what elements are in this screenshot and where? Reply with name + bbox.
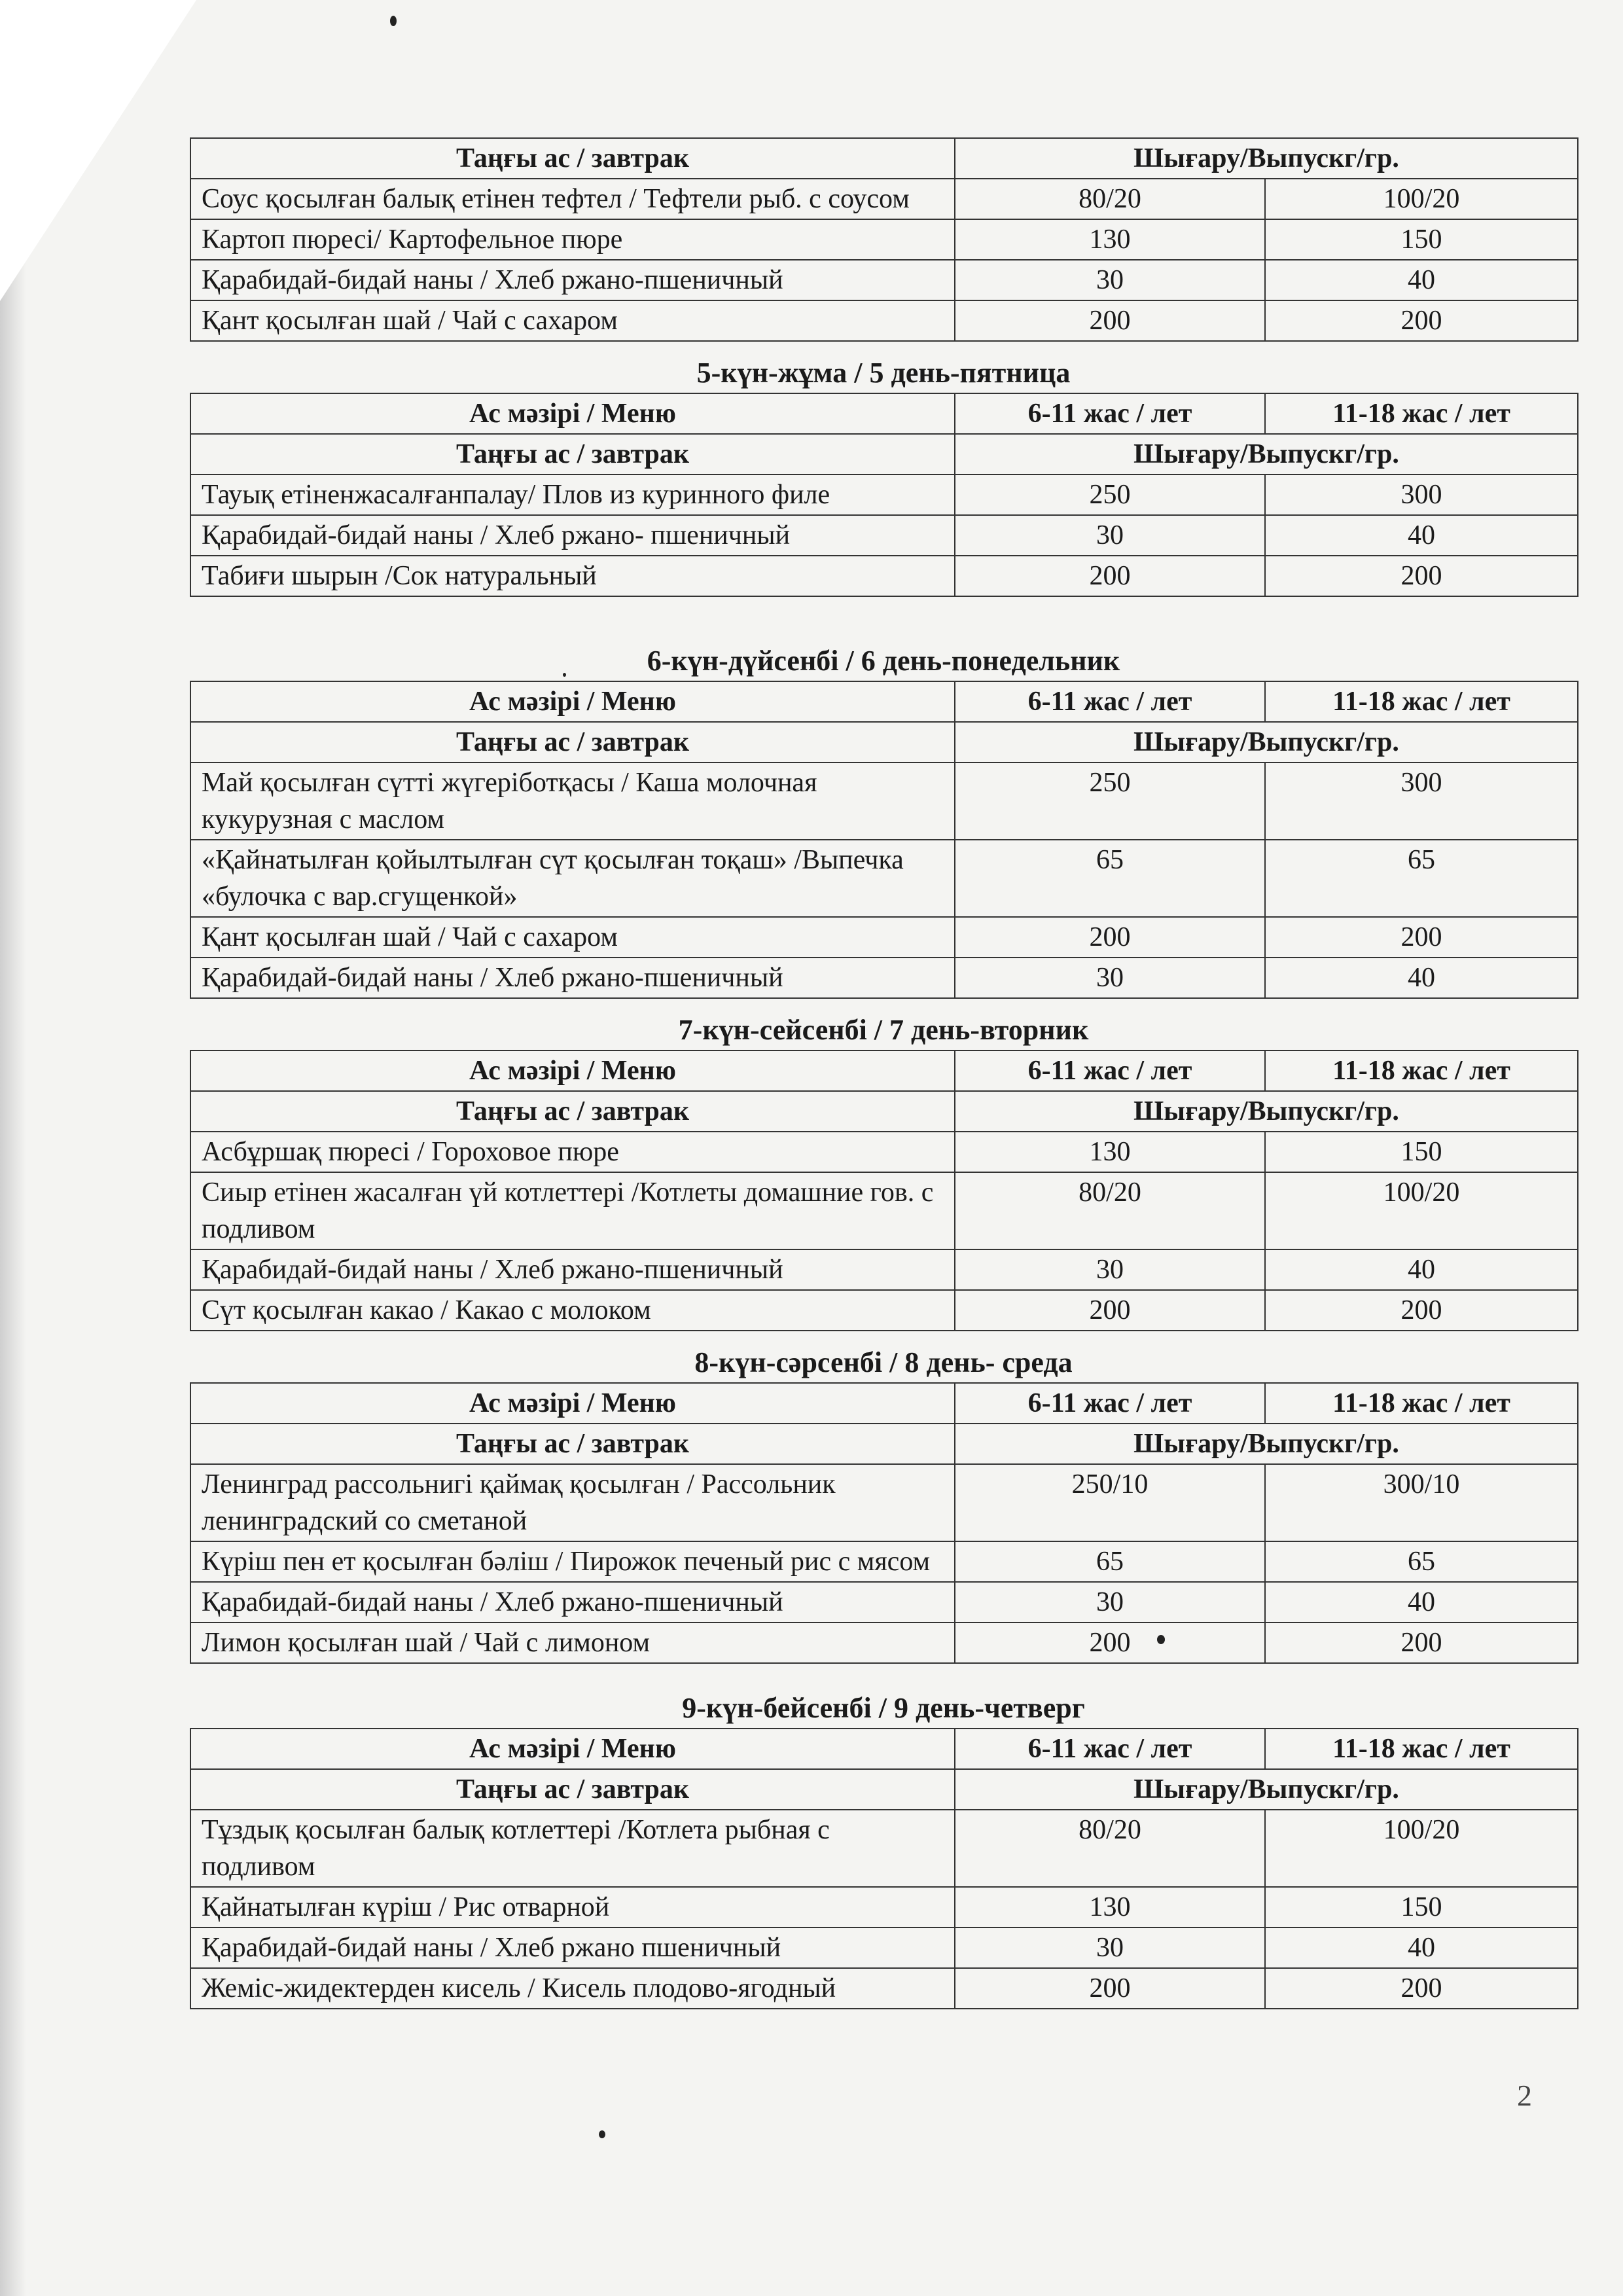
dish-name: Қарабидай-бидай наны / Хлеб ржано-пшеничный (190, 958, 955, 998)
table-row (190, 1887, 1578, 1928)
dish-name: Күріш пен ет қосылған бәліш / Пирожок печеный рис с мясом (190, 1541, 955, 1582)
dish-name: Сүт қосылған какао / Какао с молоком (190, 1290, 955, 1331)
portion-11-18: 200 (1265, 917, 1578, 958)
portion-11-18: 300/10 (1265, 1464, 1578, 1541)
scan-speck (599, 2130, 605, 2138)
portion-6-11: 30 (955, 1928, 1265, 1968)
table-header-row (190, 1050, 1578, 1091)
portion-6-11: 80/20 (955, 1810, 1265, 1887)
portion-11-18: 100/20 (1265, 179, 1578, 219)
portion-11-18: 40 (1265, 1928, 1578, 1968)
portion-6-11: 250 (955, 475, 1265, 515)
scan-speck (1157, 1635, 1165, 1644)
age-11-18-header: 11-18 жас / лет (1265, 1383, 1578, 1424)
breakfast-header: Таңғы ас / завтрак (190, 1424, 955, 1464)
dish-name: Асбұршақ пюресі / Гороховое пюре (190, 1132, 955, 1172)
output-header: Шығару/Выпускг/гр. (955, 1769, 1578, 1810)
table-row (190, 917, 1578, 958)
breakfast-header: Таңғы ас / завтрак (190, 1091, 955, 1132)
portion-11-18: 200 (1265, 300, 1578, 341)
portion-11-18: 300 (1265, 475, 1578, 515)
dish-name: Май қосылған сүтті жүгеріботқасы / Каша молочная кукурузная с маслом (190, 762, 955, 840)
output-header: Шығару/Выпускг/гр. (955, 138, 1578, 179)
dish-name: Ленинград рассольнигі қаймақ қосылған / Рассольник ленинградский со сметаной (190, 1464, 955, 1541)
table-header-row (190, 1729, 1578, 1769)
table-row (190, 515, 1578, 556)
portion-6-11: 130 (955, 1887, 1265, 1928)
menu-header: Ас мәзірі / Меню (190, 1050, 955, 1091)
portion-6-11: 200 (955, 1968, 1265, 2009)
table-header-row (190, 681, 1578, 722)
menu-header: Ас мәзірі / Меню (190, 1729, 955, 1769)
day-title: 9-күн-бейсенбі / 9 день-четверг (682, 1692, 1085, 1724)
dish-name: Қарабидай-бидай наны / Хлеб ржано-пшеничный (190, 260, 955, 300)
table-header-row (190, 138, 1578, 179)
dish-name: Сиыр етінен жасалған үй котлеттері /Котлеты домашние гов. с подливом (190, 1172, 955, 1249)
age-11-18-header: 11-18 жас / лет (1265, 393, 1578, 434)
dish-name: «Қайнатылған қойылтылған сүт қосылған тоқаш» /Выпечка «булочка с вар.сгущенкой» (190, 840, 955, 917)
dish-name: Қарабидай-бидай наны / Хлеб ржано- пшеничный (190, 515, 955, 556)
table-row (190, 1968, 1578, 2009)
portion-11-18: 200 (1265, 556, 1578, 596)
output-header: Шығару/Выпускг/гр. (955, 1091, 1578, 1132)
output-header: Шығару/Выпускг/гр. (955, 434, 1578, 475)
portion-11-18: 40 (1265, 515, 1578, 556)
table-subheader-row (190, 1424, 1578, 1464)
dish-name: Қарабидай-бидай наны / Хлеб ржано-пшеничный (190, 1249, 955, 1290)
table-row (190, 840, 1578, 917)
day-menu-table (190, 393, 1578, 597)
menu-header: Ас мәзірі / Меню (190, 393, 955, 434)
portion-6-11: 30 (955, 515, 1265, 556)
portion-6-11: 30 (955, 1249, 1265, 1290)
day-menu-table (190, 1382, 1578, 1664)
dish-name: Жеміс-жидектерден кисель / Кисель плодово-ягодный (190, 1968, 955, 2009)
portion-6-11: 65 (955, 1541, 1265, 1582)
dish-name: Тауық етіненжасалғанпалау/ Плов из куринного филе (190, 475, 955, 515)
day-title: 5-күн-жұма / 5 день-пятница (696, 357, 1071, 389)
portion-11-18: 200 (1265, 1290, 1578, 1331)
portion-6-11: 65 (955, 840, 1265, 917)
table-subheader-row (190, 434, 1578, 475)
table-row (190, 1464, 1578, 1541)
age-6-11-header: 6-11 жас / лет (955, 1383, 1265, 1424)
portion-6-11: 250/10 (955, 1464, 1265, 1541)
portion-6-11: 80/20 (955, 179, 1265, 219)
table-row (190, 1541, 1578, 1582)
dish-name: Қарабидай-бидай наны / Хлеб ржано пшеничный (190, 1928, 955, 1968)
continuation-table (190, 137, 1578, 342)
dish-name: Қант қосылған шай / Чай с сахаром (190, 917, 955, 958)
portion-6-11: 30 (955, 260, 1265, 300)
table-row (190, 219, 1578, 260)
dish-name: Қант қосылған шай / Чай с сахаром (190, 300, 955, 341)
dish-name: Картоп пюресі/ Картофельное пюре (190, 219, 955, 260)
table-row (190, 1582, 1578, 1623)
portion-11-18: 40 (1265, 958, 1578, 998)
table-subheader-row (190, 722, 1578, 762)
table-row (190, 1928, 1578, 1968)
page-corner-fold (0, 0, 196, 301)
spacer (190, 1664, 1577, 1690)
age-11-18-header: 11-18 жас / лет (1265, 681, 1578, 722)
portion-11-18: 200 (1265, 1968, 1578, 2009)
day-title: 7-күн-сейсенбі / 7 день-вторник (678, 1014, 1089, 1046)
day-menu-table (190, 1050, 1578, 1331)
table-row (190, 300, 1578, 341)
document-content (190, 137, 1577, 2009)
portion-11-18: 200 (1265, 1623, 1578, 1663)
dish-name: Лимон қосылған шай / Чай с лимоном (190, 1623, 955, 1663)
day-title: 6-күн-дүйсенбі / 6 день-понедельник (647, 645, 1120, 677)
table-row (190, 475, 1578, 515)
portion-11-18: 100/20 (1265, 1810, 1578, 1887)
portion-6-11: 200 (955, 1623, 1265, 1663)
dish-name: Соус қосылған балық етінен тефтел / Тефтели рыб. с соусом (190, 179, 955, 219)
breakfast-header: Таңғы ас / завтрак (190, 138, 955, 179)
table-row (190, 958, 1578, 998)
dish-name: Тұздық қосылған балық котлеттері /Котлета рыбная с подливом (190, 1810, 955, 1887)
scan-speck (390, 16, 397, 26)
portion-11-18: 65 (1265, 840, 1578, 917)
age-6-11-header: 6-11 жас / лет (955, 1050, 1265, 1091)
portion-6-11: 200 (955, 917, 1265, 958)
output-header: Шығару/Выпускг/гр. (955, 722, 1578, 762)
table-row (190, 556, 1578, 596)
portion-6-11: 80/20 (955, 1172, 1265, 1249)
portion-11-18: 300 (1265, 762, 1578, 840)
table-row (190, 1172, 1578, 1249)
spacer (190, 597, 1577, 643)
breakfast-header: Таңғы ас / завтрак (190, 1769, 955, 1810)
portion-11-18: 100/20 (1265, 1172, 1578, 1249)
table-header-row (190, 393, 1578, 434)
age-6-11-header: 6-11 жас / лет (955, 681, 1265, 722)
table-row (190, 1290, 1578, 1331)
age-6-11-header: 6-11 жас / лет (955, 393, 1265, 434)
table-row (190, 1132, 1578, 1172)
dish-name: Табиғи шырын /Сок натуральный (190, 556, 955, 596)
table-subheader-row (190, 1091, 1578, 1132)
table-header-row (190, 1383, 1578, 1424)
portion-6-11: 250 (955, 762, 1265, 840)
portion-11-18: 40 (1265, 1249, 1578, 1290)
table-row (190, 1810, 1578, 1887)
output-header: Шығару/Выпускг/гр. (955, 1424, 1578, 1464)
portion-11-18: 150 (1265, 1132, 1578, 1172)
page-number: 2 (1517, 2079, 1532, 2112)
table-row (190, 260, 1578, 300)
portion-6-11: 200 (955, 556, 1265, 596)
portion-6-11: 130 (955, 1132, 1265, 1172)
portion-11-18: 40 (1265, 260, 1578, 300)
portion-11-18: 150 (1265, 1887, 1578, 1928)
breakfast-header: Таңғы ас / завтрак (190, 722, 955, 762)
table-row (190, 762, 1578, 840)
table-row (190, 1623, 1578, 1663)
table-subheader-row (190, 1769, 1578, 1810)
table-row (190, 179, 1578, 219)
portion-6-11: 30 (955, 1582, 1265, 1623)
age-11-18-header: 11-18 жас / лет (1265, 1050, 1578, 1091)
portion-11-18: 65 (1265, 1541, 1578, 1582)
menu-header: Ас мәзірі / Меню (190, 681, 955, 722)
dish-name: Қарабидай-бидай наны / Хлеб ржано-пшеничный (190, 1582, 955, 1623)
breakfast-header: Таңғы ас / завтрак (190, 434, 955, 475)
portion-11-18: 150 (1265, 219, 1578, 260)
menu-header: Ас мәзірі / Меню (190, 1383, 955, 1424)
portion-6-11: 130 (955, 219, 1265, 260)
portion-6-11: 200 (955, 1290, 1265, 1331)
day-menu-table (190, 681, 1578, 999)
day-title: 8-күн-сәрсенбі / 8 день- среда (694, 1346, 1073, 1378)
portion-11-18: 40 (1265, 1582, 1578, 1623)
table-row (190, 1249, 1578, 1290)
scan-speck (563, 673, 566, 677)
age-6-11-header: 6-11 жас / лет (955, 1729, 1265, 1769)
day-menu-table (190, 1728, 1578, 2009)
portion-6-11: 200 (955, 300, 1265, 341)
dish-name: Қайнатылған күріш / Рис отварной (190, 1887, 955, 1928)
age-11-18-header: 11-18 жас / лет (1265, 1729, 1578, 1769)
portion-6-11: 30 (955, 958, 1265, 998)
